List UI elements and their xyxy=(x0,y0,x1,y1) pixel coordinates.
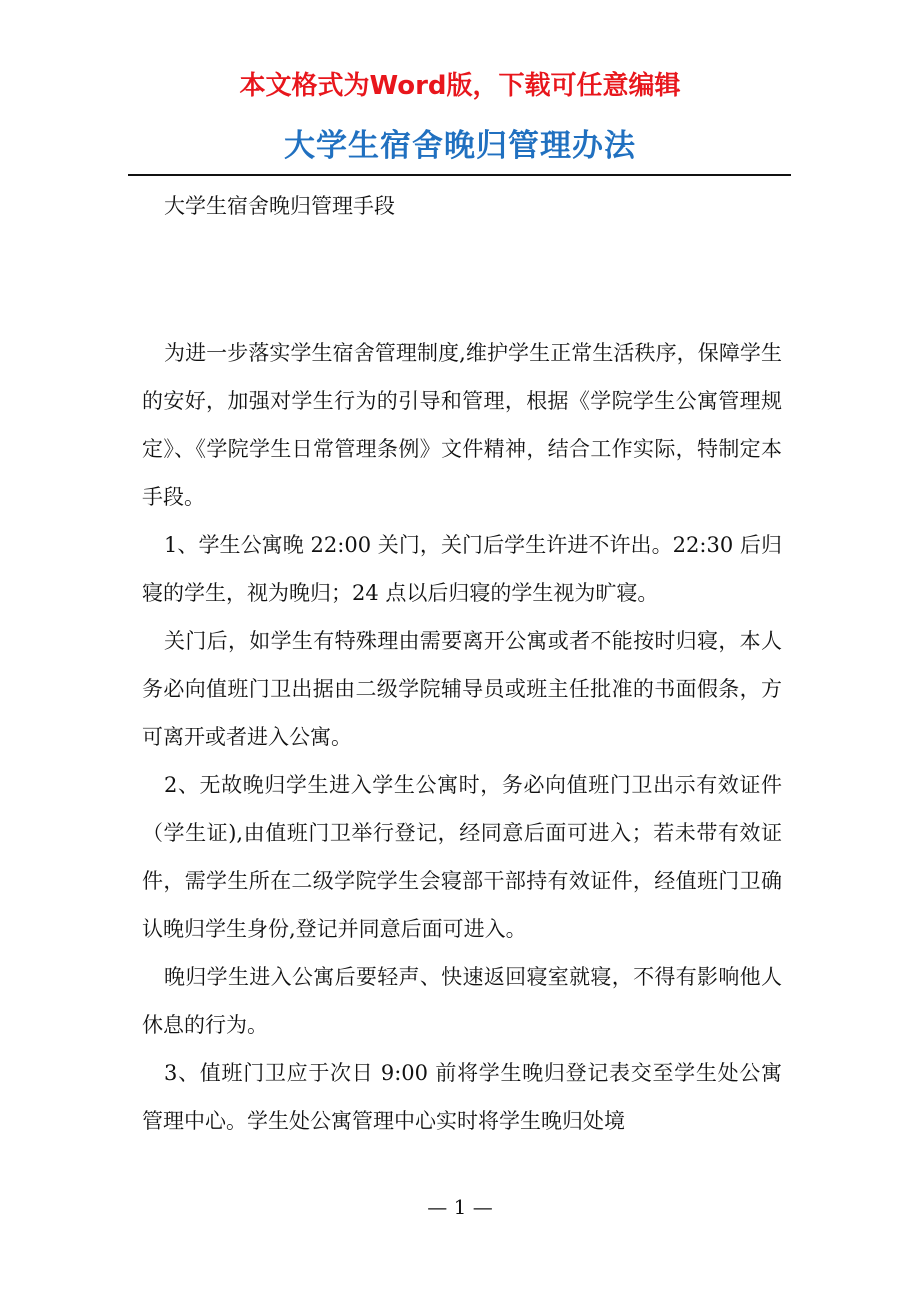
document-body xyxy=(142,329,782,1145)
paragraph-intro: 为进一步落实学生宿舍管理制度,维护学生正常生活秩序，保障学生的安好，加强对学生行为的引导和管理，根据《学院学生公寓管理规定》、《学院学生日常管理条例》文件精神，结合工作实际，特制定本手段。 xyxy=(142,341,782,509)
paragraph-rule-2-detail: 晚归学生进入公寓后要轻声、快速返回寝室就寝，不得有影响他人休息的行为。 xyxy=(142,965,782,1037)
paragraph-rule-2: 2、无故晚归学生进入学生公寓时，务必向值班门卫出示有效证件（学生证),由值班门卫举行登记，经同意后面可进入；若未带有效证件，需学生所在二级学院学生会寝部干部持有效证件，经值班门卫确认晚归学生身份,登记并同意后面可进入。 xyxy=(142,773,782,941)
document-subtitle: 大学生宿舍晚归管理手段 xyxy=(164,194,395,218)
title-divider xyxy=(128,174,791,176)
format-notice-banner: 本文格式为Word版，下载可任意编辑 xyxy=(239,71,681,101)
document-title: 大学生宿舍晚归管理办法 xyxy=(284,128,636,164)
paragraph-rule-3: 3、值班门卫应于次日 9:00 前将学生晚归登记表交至学生处公寓管理中心。学生处公寓管理中心实时将学生晚归处境 xyxy=(142,1061,782,1133)
paragraph-rule-1-detail: 关门后，如学生有特殊理由需要离开公寓或者不能按时归寝，本人务必向值班门卫出据由二级学院辅导员或班主任批准的书面假条，方可离开或者进入公寓。 xyxy=(142,629,782,749)
page-number: — 1 — xyxy=(427,1195,493,1219)
paragraph-rule-1: 1、学生公寓晚 22:00 关门，关门后学生许进不许出。22:30 后归寝的学生，视为晚归；24 点以后归寝的学生视为旷寝。 xyxy=(142,533,782,605)
